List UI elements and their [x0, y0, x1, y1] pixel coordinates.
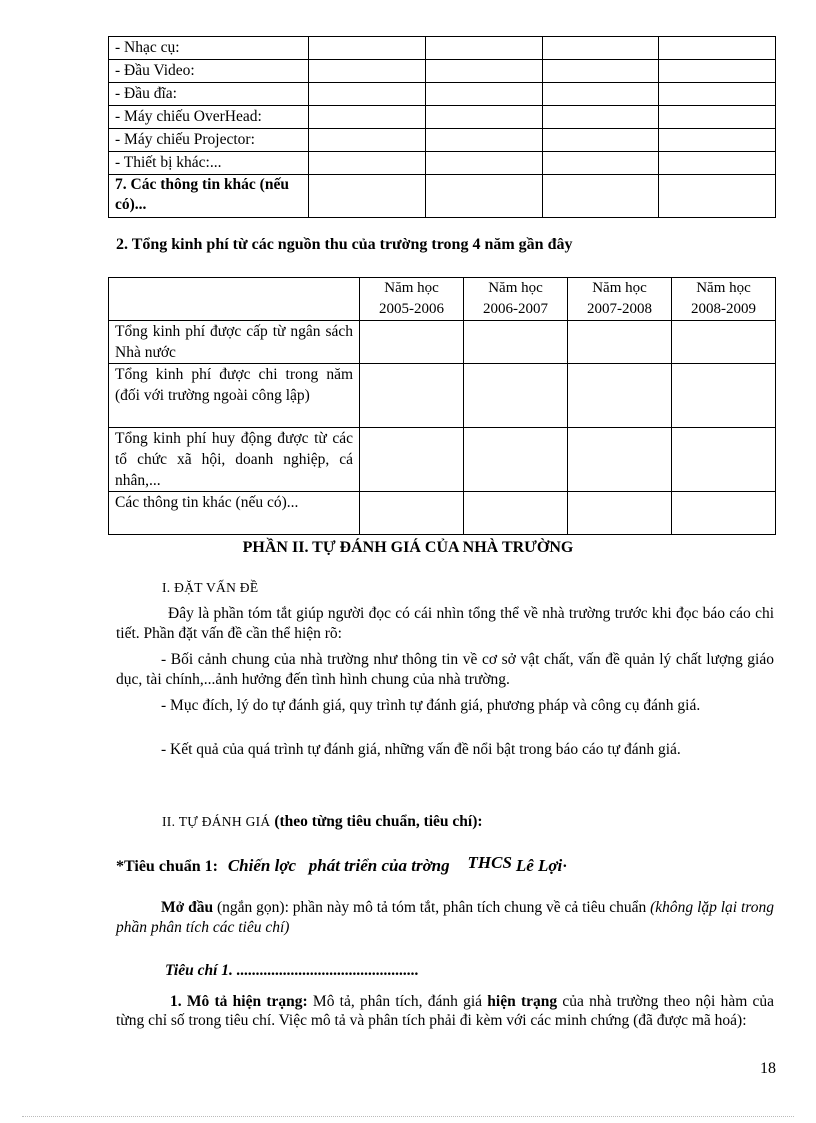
paragraph: Đây là phần tóm tắt giúp người đọc có cái nhìn tổng thể về nhà trường trước khi đọc báo cáo chi tiết. Phần đặt vấn đề cần thể hiện rõ: [116, 605, 774, 642]
column-header: Năm học 2007-2008 [568, 278, 672, 321]
funding-table [108, 277, 776, 535]
standard-heading: *Tiêu chuẩn 1: Chiến lợc phát triển của trờng THCS Lê Lợi· [116, 853, 568, 875]
table-row [109, 83, 776, 106]
table-row [109, 364, 776, 428]
equipment-table [108, 36, 776, 218]
paragraph: - Kết quả của quá trình tự đánh giá, những vấn đề nổi bật trong báo cáo tự đánh giá. [161, 741, 681, 758]
paragraph: - Bối cảnh chung của nhà trường như thông tin về cơ sở vật chất, vấn đề quản lý chất lượng giáo dục, tài chính,...ảnh hưởng đến tình hình chung của nhà trường. [116, 651, 774, 688]
paragraph: - Mục đích, lý do tự đánh giá, quy trình tự đánh giá, phương pháp và công cụ đánh giá. [161, 697, 701, 714]
column-header: Năm học 2006-2007 [464, 278, 568, 321]
table-header-row [109, 278, 776, 321]
table-row [109, 321, 776, 364]
paragraph: Mở đầu (ngắn gọn): phần này mô tả tóm tắt, phân tích chung về cả tiêu chuẩn (không lặp lại trong phần phân tích các tiêu chí) [116, 899, 775, 936]
table-row [109, 175, 776, 218]
table-cell-label: Tổng kinh phí huy động được từ các tổ chức xã hội, doanh nghiệp, cá nhân,... [109, 428, 360, 492]
table-cell-label: - Đầu đĩa: [109, 83, 309, 106]
column-header: Năm học 2008-2009 [671, 278, 775, 321]
page-bottom-divider [22, 1116, 794, 1117]
table-row [109, 152, 776, 175]
table-cell-label: - Máy chiếu Projector: [109, 129, 309, 152]
table-cell-label: - Thiết bị khác:... [109, 152, 309, 175]
table-cell-label: - Máy chiếu OverHead: [109, 106, 309, 129]
criterion-heading: Tiêu chí 1. ............................................... [165, 962, 419, 979]
table-row [109, 129, 776, 152]
table-row [109, 428, 776, 492]
section-heading: I. ĐẶT VẤN ĐỀ [162, 580, 259, 595]
table-row [109, 60, 776, 83]
table-cell-label: Tổng kinh phí được cấp từ ngân sách Nhà nước [109, 321, 360, 364]
section-heading: 2. Tổng kinh phí từ các nguồn thu của trường trong 4 năm gần đây [116, 236, 573, 253]
paragraph: 1. Mô tả hiện trạng: Mô tả, phân tích, đánh giá hiện trạng của nhà trường theo nội hàm của từng chỉ số trong tiêu chí. Việc mô tả và phân tích phải đi kèm với các minh chứng (đã được mã hoá): [116, 993, 775, 1029]
table-cell-label: - Nhạc cụ: [109, 37, 309, 60]
column-header: Năm học 2005-2006 [360, 278, 464, 321]
table-cell-label: Tổng kinh phí được chi trong năm (đối với trường ngoài công lập) [109, 364, 360, 428]
page-number: 18 [760, 1060, 776, 1077]
part-title: PHẦN II. TỰ ĐÁNH GIÁ CỦA NHÀ TRƯỜNG [242, 539, 574, 556]
table-row [109, 492, 776, 535]
section-heading: II. TỰ ĐÁNH GIÁ (theo từng tiêu chuẩn, tiêu chí): [162, 813, 483, 830]
table-cell-label: Các thông tin khác (nếu có)... [109, 492, 360, 535]
table-cell-label: 7. Các thông tin khác (nếu có)... [109, 175, 309, 218]
table-cell-label: - Đầu Video: [109, 60, 309, 83]
table-row [109, 37, 776, 60]
table-row [109, 106, 776, 129]
